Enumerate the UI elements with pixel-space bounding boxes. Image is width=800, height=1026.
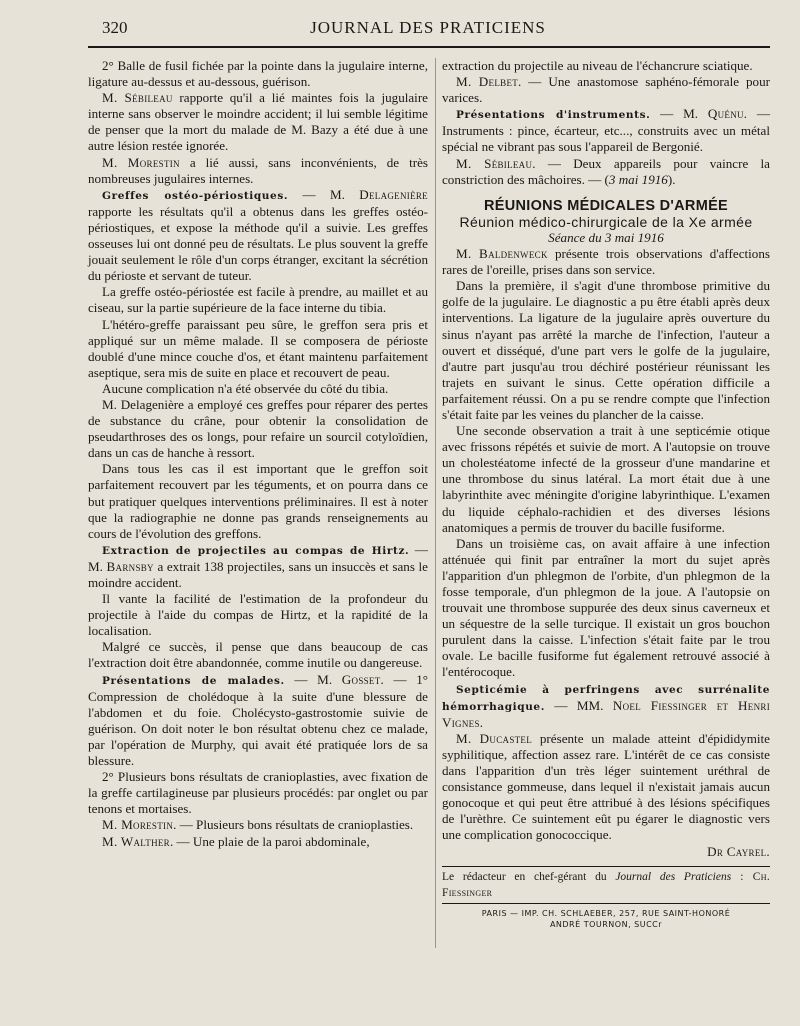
- author-name: Quénu: [707, 106, 744, 122]
- paragraph: Une seconde observation a trait à une septicémie otique avec frissons répétés et suivie de mort. A l'autopsie on trouve un cholestéatome infecté de la grosseur d'une mandarine et une thrombose du sinus latéral. La mort était due à une labyrinthite avec méningite d'origine labyrinthique. L'examen du liquide céphalo-rachidien et des diverses lésions anatomiques a permis de trouver du bacille fusiforme.: [442, 423, 770, 535]
- author-name: M. Baldenweck: [456, 246, 548, 262]
- paragraph: Dans un troisième cas, on avait affaire à une infection atténuée qui finit par entraîner la mort du sujet après l'apparition d'un phlegmon de l'orbite, d'un phlegmon de la fosse temporale, d'un phlegmon de la joue. A l'autopsie on trouvait une thrombose suppurée des deux sinus caverneux et un séquestre de la selle turcique. Il existait un gros bouchon purulent dans la caisse. L'infection s'était faite par le trou ovale. Le bacille fusiforme fut également retrouvé associé à l'entérocoque.: [442, 535, 770, 680]
- author-name: M. Ducastel: [456, 730, 533, 746]
- column-divider: [435, 58, 436, 948]
- header-rule: [88, 46, 770, 48]
- printer-imprint: PARIS — IMP. CH. SCHLAEBER, 257, RUE SAINT-HONORÉ ANDRÉ TOURNON, SUCCr: [481, 908, 731, 929]
- run-in-heading: Présentations de malades.: [102, 674, 285, 687]
- author-name: Gosset: [341, 671, 381, 687]
- paragraph: Aucune complication n'a été observée du côté du tibia.: [102, 380, 389, 396]
- author-name: M. Walther: [102, 833, 170, 849]
- run-in-heading: Septicémie à perfringens avec surrénalite hémorrhagique.: [442, 683, 770, 713]
- paragraph: L'hétéro-greffe paraissant peu sûre, le greffon sera pris et appliqué sur un même malade. Il se composera de périoste doublé d'une mince couche d'os, et étant maintenu parfaitement aseptique, sera mis de suite en place et recouvert de peau.: [88, 316, 428, 380]
- paragraph: Dans la première, il s'agit d'une thrombose primitive du golfe de la jugulaire. Le diagnostic a pu être établi après deux interventions. La ligature de la jugulaire après ouverture du sinus n'ayant pas arrêté la marche de l'infection, l'auteur a ouvert et disséqué, d'une part vers le golfe de la jugulaire, d'autre part jusqu'au trou déchiré postérieur réunissant les trajets en suivant le sinus. Cette opération difficile a parfaitement réussi. On a pu se rendre compte que l'infection s'était faite par les veines du plancher de la caisse.: [442, 278, 770, 422]
- author-name: Delagenière: [359, 186, 428, 202]
- subsection-title: Réunion médico-chirurgicale de la Xe armée: [459, 213, 753, 230]
- paragraph: M. Baldenweck présente trois observations d'affections rares de l'oreille, prises dans son service.: [442, 246, 770, 278]
- page-number: 320: [102, 18, 128, 37]
- paragraph: M. Morestin a lié aussi, sans inconvénients, de très nombreuses jugulaires internes.: [88, 154, 428, 186]
- paragraph: M. Delbet. — Une anastomose saphéno-fémorale pour varices.: [442, 74, 770, 106]
- left-column: [88, 58, 428, 850]
- paragraph: 2° Balle de fusil fichée par la pointe dans la jugulaire interne, ligature au-dessus et au-dessous, guérison.: [88, 58, 428, 90]
- seance-date: Séance du 3 mai 1916: [548, 229, 664, 245]
- run-in-heading: Présentations d'instruments.: [456, 109, 651, 122]
- right-column: [442, 58, 770, 930]
- paragraph: Extraction de projectiles au compas de Hirtz. — M. Barnsby a extrait 138 projectiles, sans un insuccès et sans le moindre accident.: [88, 541, 428, 590]
- paragraph: Dans tous les cas il est important que le greffon soit parfaitement recouvert par les téguments, et on pourra dans ce but pratiquer quelques interventions préliminaires. Il est à noter que la radiographie ne donne pas grands renseignements au cours de l'évolution des greffons.: [88, 461, 428, 541]
- author-name: M. Delbet: [456, 74, 519, 90]
- paragraph: extraction du projectile au niveau de l'échancrure sciatique.: [442, 58, 753, 73]
- author-name: M. Morestin: [102, 817, 174, 833]
- page-header: [88, 18, 768, 44]
- author-name: Noel Fiessinger et Henri Vignes: [442, 697, 770, 730]
- paragraph: M. Delagenière a employé ces greffes pour réparer des pertes de substance du crâne, pour obtenir la consolidation de pseudarthroses des os longs, pour refaire un sourcil cotyloïdien, dans un cas de hanche à ressort.: [88, 396, 428, 461]
- paragraph: M. Morestin. — Plusieurs bons résultats de cranioplasties.: [102, 817, 414, 833]
- paragraph: La greffe ostéo-périostée est facile à prendre, au maillet et au ciseau, sur la partie supérieure de la face interne du tibia.: [88, 284, 428, 316]
- paragraph: M. Ducastel présente un malade atteint d'épididymite syphilitique, affection assez rare. L'intérêt de ce cas consiste dans l'apparition d'un très léger suintement uréthral de consistance gommeuse, dans lequel il n'existait jamais aucun gonocoque et qui peut être attribué à des lésions spécifiques de l'urèthre. Ce suintement eût pu égarer le diagnostic vers une complication gonococcique.: [442, 730, 770, 843]
- author-name: M. Morestin: [102, 154, 180, 170]
- date: 3 mai 1916: [608, 171, 668, 187]
- editor-line: Le rédacteur en chef-gérant du Journal des Praticiens : Ch. Fiessinger: [442, 870, 770, 899]
- paragraph: M. Sébileau. — Deux appareils pour vaincre la constriction des mâchoires. — (3 mai 1916).: [442, 155, 770, 187]
- run-in-heading: Extraction de projectiles au compas de Hirtz.: [102, 544, 410, 557]
- paragraph: Malgré ce succès, il pense que dans beaucoup de cas l'extraction doit être abandonnée, comme inutile ou dangereuse.: [88, 639, 428, 671]
- paragraph: Il vante la facilité de l'estimation de la profondeur du projectile à l'aide du compas de Hirtz, et la rapidité de la localisation.: [88, 591, 428, 639]
- paragraph: M. Walther. — Une plaie de la paroi abdominale,: [102, 833, 370, 849]
- paragraph: Présentations d'instruments. — M. Quénu. — Instruments : pince, écarteur, etc..., construits avec un métal spécial ne vibrant pas sous l'appareil de Bergonié.: [442, 106, 770, 155]
- signature: Dr Cayrel.: [707, 843, 770, 859]
- paragraph: Greffes ostéo-périostiques. — M. Delagenière rapporte les résultats qu'il a obtenus dans les greffes ostéo-périostiques, et expose la méthode qu'il a suivie. Les greffes osseuses lui ont donné peu de résultats. Le plus souvent la greffe jouait seulement le rôle d'un corps étranger, excitant la sécrétion du périoste et servant de tuteur.: [88, 186, 428, 284]
- author-name: M. Sébileau: [456, 155, 533, 171]
- run-in-heading: Greffes ostéo-périostiques.: [102, 189, 289, 202]
- paragraph: Présentations de malades. — M. Gosset. — 1° Compression de cholédoque à la suite d'une blessure de l'abdomen et du foie. Cholécysto-gastrostomie suivie de guérison. On doit noter le bon résultat obtenu chez ce malade, par l'opération de Murphy, qui avait été pratiquée lors de sa blessure.: [88, 671, 428, 769]
- section-title: RÉUNIONS MÉDICALES D'ARMÉE: [483, 197, 729, 214]
- paragraph: M. Sébileau rapporte qu'il a lié maintes fois la jugulaire interne sans observer le moindre accident; il lui semble légitime de penser que la mort du malade de M. Bazy a été due à une autre lésion restée ignorée.: [88, 90, 428, 154]
- paragraph: 2° Plusieurs bons résultats de cranioplasties, avec fixation de la greffe cartilagineuse par plusieurs procédés: par onglet ou par tenons et mortaises.: [88, 769, 428, 817]
- author-name: Barnsby: [106, 558, 154, 574]
- running-title: JOURNAL DES PRATICIENS: [310, 18, 546, 37]
- author-name: M. Sébileau: [102, 90, 173, 106]
- paragraph: Septicémie à perfringens avec surrénalite hémorrhagique. — MM. Noel Fiessinger et Henri Vignes.: [442, 683, 770, 730]
